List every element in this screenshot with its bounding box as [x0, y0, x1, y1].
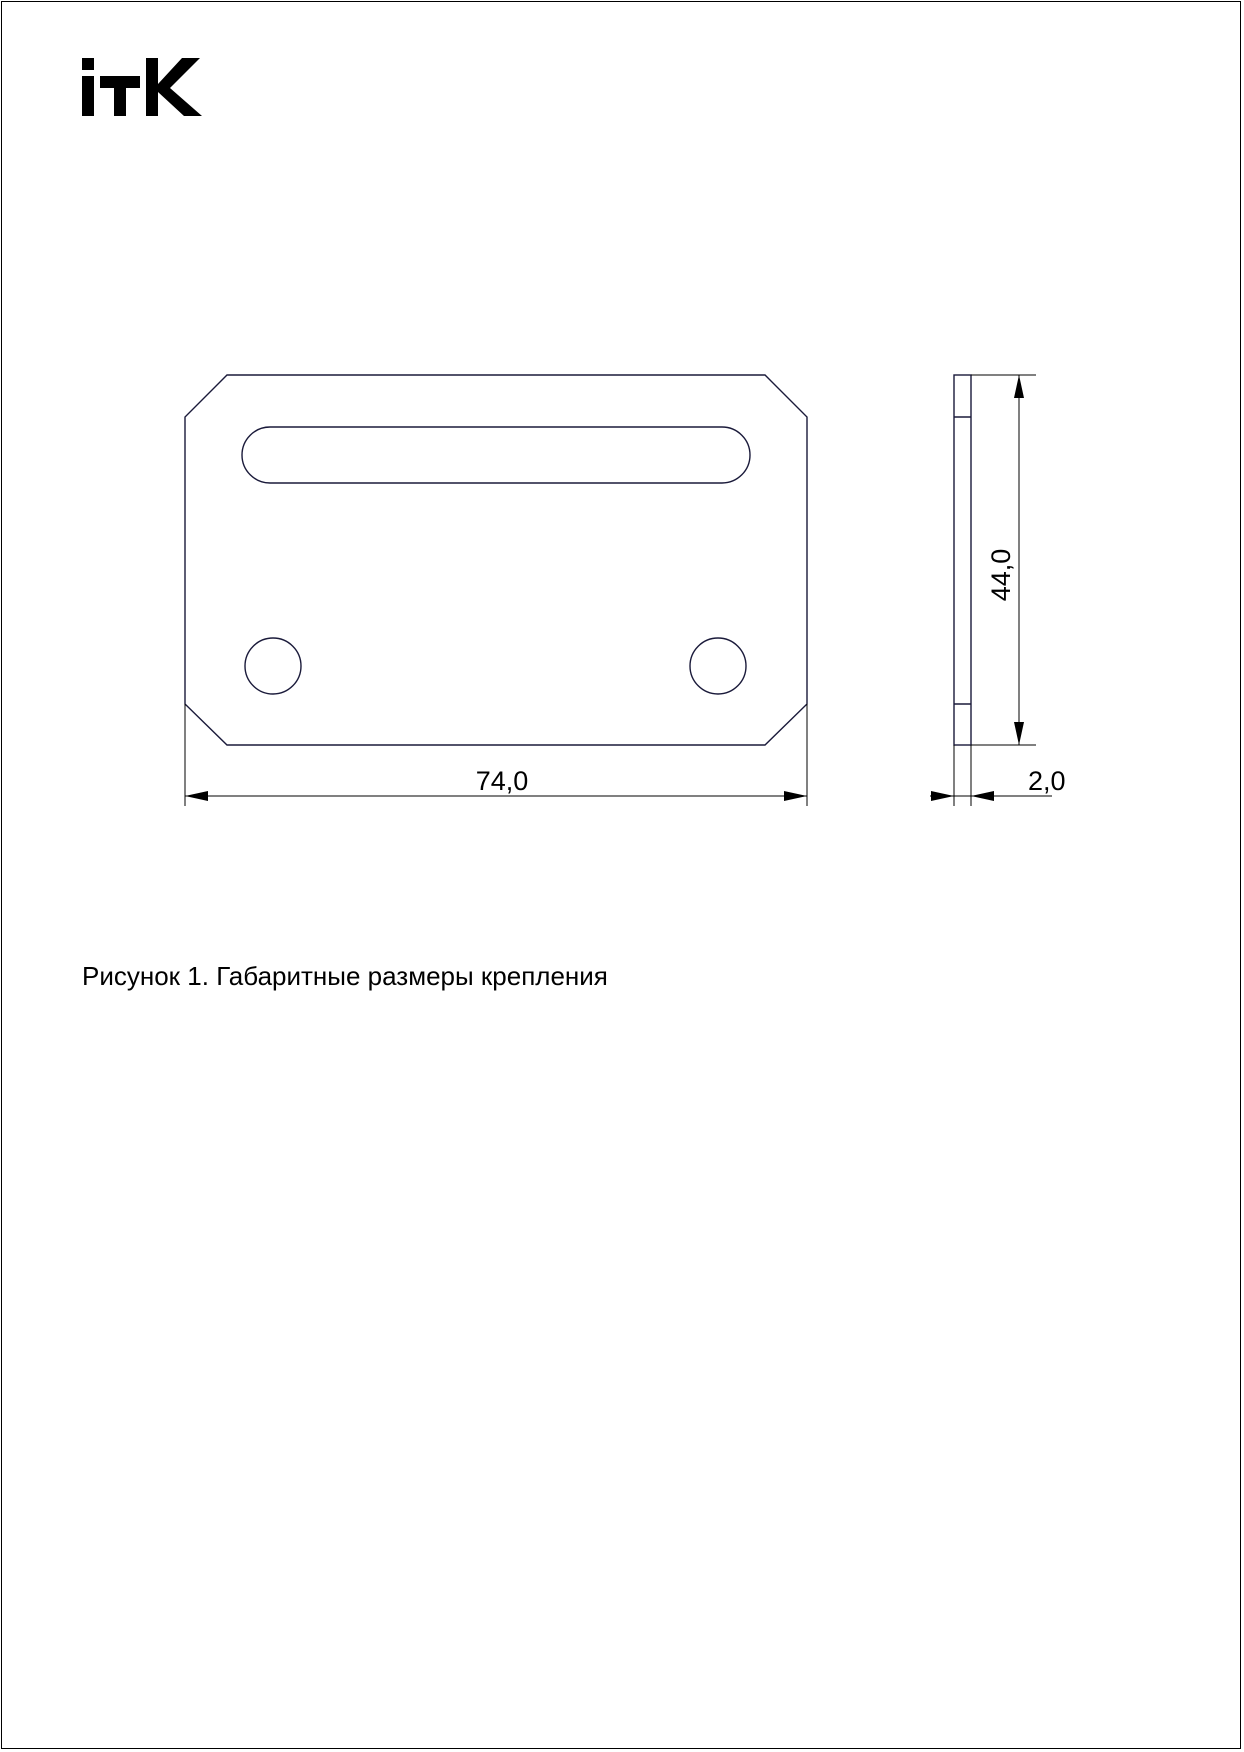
- plate-outline: [185, 375, 807, 745]
- figure-caption: Рисунок 1. Габаритные размеры крепления: [82, 961, 608, 991]
- width-dimension-label: 74,0: [475, 766, 529, 796]
- thickness-dimension-label: 2,0: [1028, 766, 1066, 796]
- plate-slot: [242, 427, 750, 483]
- side-view: [954, 375, 971, 745]
- plate-hole-right: [690, 638, 746, 694]
- plate-hole-left: [245, 638, 301, 694]
- height-dimension-label: 44,0: [986, 548, 1016, 602]
